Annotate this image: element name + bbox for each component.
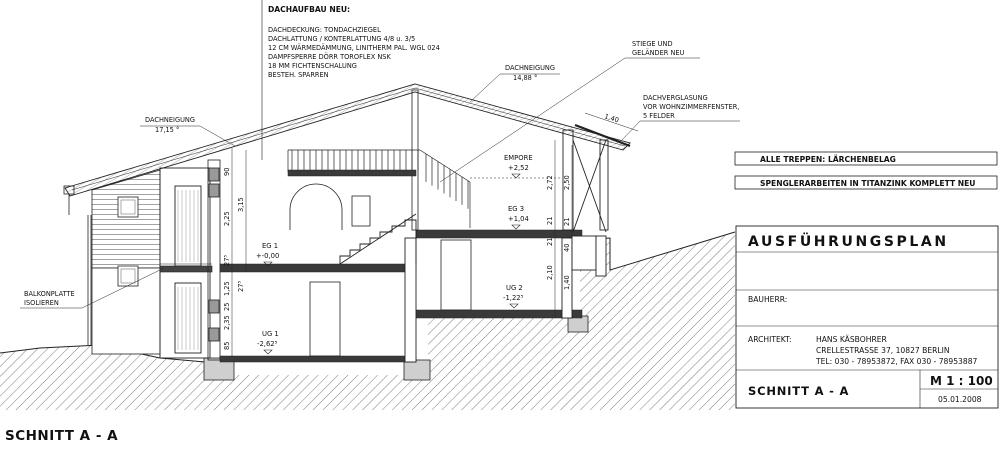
- roof-build-line-3: 12 CM WÄRMEDÄMMUNG, LINITHERM PAL. WGL 024: [268, 44, 440, 52]
- roof-pitch-right-label: DACHNEIGUNG: [505, 64, 555, 72]
- canopy-dimension: 1,40: [603, 112, 620, 125]
- dim-left-inner-1: 3,15: [237, 197, 245, 212]
- section-name: SCHNITT A - A: [748, 384, 850, 398]
- notes: [735, 152, 997, 189]
- dim-right-a-1: 2,72: [546, 175, 554, 190]
- dim-left-outer-2: 2,25: [223, 211, 231, 226]
- architect-name: HANS KÄSBOHRER: [816, 335, 887, 344]
- level-empore-value: +2,52: [508, 164, 529, 172]
- roof-pitch-left-label: DACHNEIGUNG: [145, 116, 195, 124]
- dim-left-outer-7: 85: [223, 341, 231, 350]
- balcony-note-line-1: BALKONPLATTE: [24, 290, 75, 298]
- dim-left-outer-4: 1,25: [223, 281, 231, 296]
- dim-left-outer-1: 90: [223, 167, 231, 176]
- level-empore-name: EMPORE: [504, 154, 533, 162]
- level-eg3-value: +1,04: [508, 215, 529, 223]
- note-roofing: SPENGLERARBEITEN IN TITANZINK KOMPLETT NEU: [760, 179, 976, 188]
- title-block: [736, 226, 998, 408]
- canopy-note-line-2: VOR WOHNZIMMERFENSTER,: [643, 103, 740, 111]
- roof-build-note: [262, 0, 440, 160]
- roof-build-line-5: 18 MM FICHTENSCHALUNG: [268, 62, 357, 70]
- balcony-note-line-2: ISOLIEREN: [24, 299, 59, 307]
- dimension-left-inner: [237, 197, 245, 292]
- plan-title: AUSFÜHRUNGSPLAN: [748, 234, 949, 250]
- level-eg1-value: +-0,00: [256, 252, 280, 260]
- roof-build-line-1: DACHDECKUNG: TONDACHZIEGEL: [268, 26, 381, 34]
- dim-left-outer-6: 2,35: [223, 315, 231, 330]
- level-ug2-name: UG 2: [506, 284, 523, 292]
- dimension-left-outer: [223, 168, 231, 350]
- dim-left-outer-5: 25: [223, 302, 231, 311]
- roof-build-line-2: DACHLATTUNG / KONTERLATTUNG 4/8 u. 3/5: [268, 35, 416, 43]
- dim-left-inner-2: 27⁵: [237, 280, 245, 292]
- dim-right-b-4: 1,40: [563, 275, 571, 290]
- plan-date: 05.01.2008: [938, 395, 982, 404]
- canopy-note-line-1: DACHVERGLASUNG: [643, 94, 708, 102]
- dim-left-outer-3: 27⁵: [223, 254, 231, 266]
- dim-right-a-4: 2,10: [546, 265, 554, 280]
- canopy-note-line-3: 5 FELDER: [643, 112, 675, 120]
- roof-build-line-4: DAMPFSPERRE DÖRR TOROFLEX NSK: [268, 53, 391, 61]
- architect-address: CRELLESTRASSE 37, 10827 BERLIN: [816, 346, 950, 355]
- architect-label: ARCHITEKT:: [748, 335, 792, 344]
- page-caption: SCHNITT A - A: [5, 428, 119, 444]
- gallery-railing: [288, 150, 470, 228]
- roof-build-title: DACHAUFBAU NEU:: [268, 5, 351, 14]
- level-ug1-name: UG 1: [262, 330, 279, 338]
- architect-phone: TEL: 030 - 78953872, FAX 030 - 78953887: [816, 357, 978, 366]
- level-eg1-name: EG 1: [262, 242, 279, 250]
- dim-right-b-1: 2,50: [563, 175, 571, 190]
- roof-pitch-right-value: 14,88 °: [513, 74, 538, 82]
- roof-build-line-6: BESTEH. SPARREN: [268, 71, 329, 79]
- stair-note-line-1: STIEGE UND: [632, 40, 673, 48]
- dim-right-b-3: 40: [563, 243, 571, 252]
- main-building: [160, 168, 210, 358]
- level-ug2-value: -1,22⁵: [503, 294, 524, 302]
- level-eg3-name: EG 3: [508, 205, 525, 213]
- dimension-right-a: [546, 175, 554, 280]
- note-stairs: ALLE TREPPEN: LÄRCHENBELAG: [760, 155, 896, 164]
- dim-right-b-2: 21: [563, 217, 571, 226]
- stair-note-line-2: GELÄNDER NEU: [632, 49, 685, 57]
- scale: M 1 : 100: [930, 374, 993, 388]
- client-label: BAUHERR:: [748, 295, 788, 304]
- left-facade: [88, 170, 160, 354]
- dim-right-a-2: 21: [546, 216, 554, 225]
- balcony-slab: [160, 264, 212, 272]
- level-ug1-value: -2,62⁵: [257, 340, 278, 348]
- roof-pitch-left-value: 17,15 °: [155, 126, 180, 134]
- dim-right-a-3: 21: [546, 237, 554, 246]
